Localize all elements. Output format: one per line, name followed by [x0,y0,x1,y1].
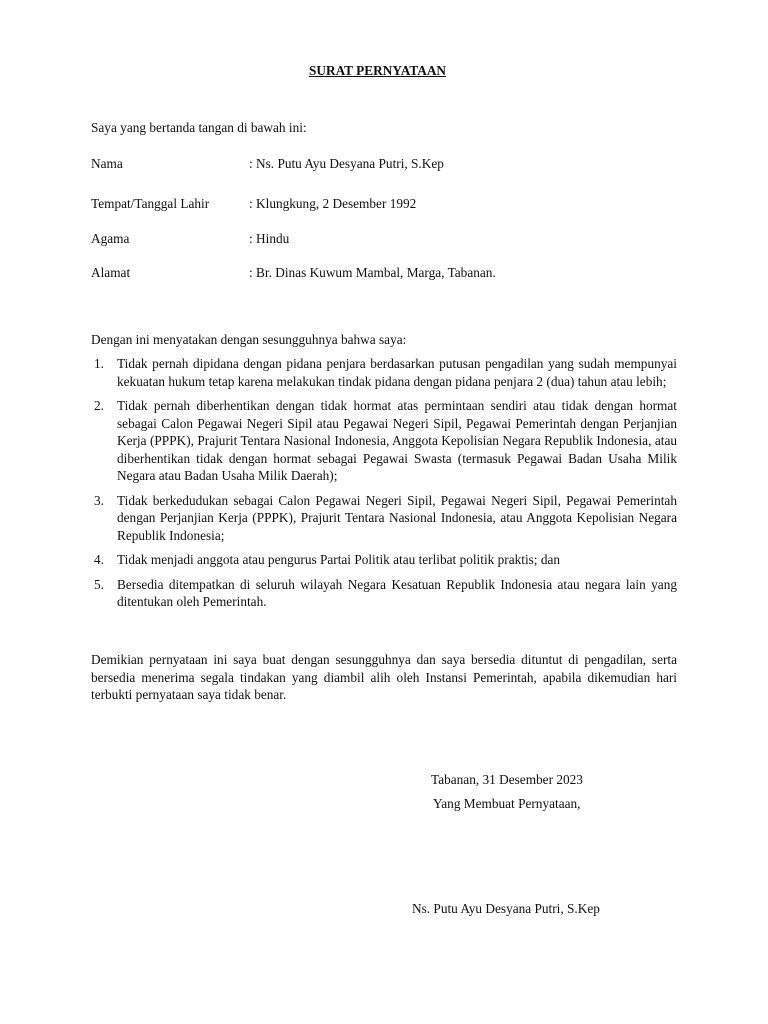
signature-name: Ns. Putu Ayu Desyana Putri, S.Kep [412,901,600,916]
statement-intro: Dengan ini menyatakan dengan sesungguhnya bahwa saya: [91,332,407,347]
closing-paragraph: Demikian pernyataan ini saya buat dengan sesungguhnya dan saya bersedia dituntut di pengadilan, serta bersedia menerima segala tindakan yang diambil alih oleh Instansi Pemerintah, apabila dikemudian hari terbukti pernyataan saya tidak benar. [91,652,677,702]
list-text: Tidak menjadi anggota atau pengurus Partai Politik atau terlibat politik praktis; dan [117,552,561,567]
list-item [91,397,677,485]
document-title: SURAT PERNYATAAN [308,63,447,78]
field-label: Alamat [91,265,131,280]
field-label: Agama [91,231,130,246]
intro-text: Saya yang bertanda tangan di bawah ini: [91,120,307,135]
list-item [91,492,677,545]
signature-place-date: Tabanan, 31 Desember 2023 [431,772,583,787]
list-number: 2. [94,398,104,413]
list-number: 4. [94,552,104,567]
statement-list [91,355,677,618]
field-value: : Br. Dinas Kuwum Mambal, Marga, Tabanan. [249,265,496,280]
list-text: Tidak pernah dipidana dengan pidana penjara berdasarkan putusan pengadilan yang sudah mempunyai kekuatan hukum tetap karena melakukan tindak pidana dengan pidana penjara 2 (dua) tahun atau lebih; [117,356,677,389]
list-text: Bersedia ditempatkan di seluruh wilayah Negara Kesatuan Republik Indonesia atau negara lain yang ditentukan oleh Pemerintah. [117,576,677,609]
list-number: 1. [94,356,104,371]
list-number: 3. [94,492,104,508]
list-text: Tidak berkedudukan sebagai Calon Pegawai Negeri Sipil, Pegawai Negeri Sipil, Pegawai Pemerintah dengan Perjanjian Kerja (PPPK), Prajurit Tentara Nasional Indonesia, atau Anggota Kepolisian Negara Republik Indonesia; [117,492,677,543]
list-number: 5. [94,576,104,592]
list-item [91,355,677,390]
list-text: Tidak pernah diberhentikan dengan tidak hormat atas permintaan sendiri atau tidak dengan hormat sebagai Calon Pegawai Negeri Sipil atau Pegawai Negeri Sipil, Pegawai Pemerintah dengan Perjanjian Kerja (PPPK), Prajurit Tentara Nasional Indonesia, Anggota Kepolisian Negara Republik Indonesia, atau diberhentikan tidak dengan hormat sebagai Pegawai Swasta (termasuk Pegawai Badan Usaha Milik Negara atau Badan Usaha Milik Daerah); [117,398,677,483]
field-value: : Hindu [249,231,290,246]
list-item [91,576,677,611]
field-label: Tempat/Tanggal Lahir [91,196,210,211]
field-value: : Ns. Putu Ayu Desyana Putri, S.Kep [249,156,444,171]
signature-maker-label: Yang Membuat Pernyataan, [433,796,581,811]
field-label: Nama [91,156,123,171]
list-item [91,551,677,569]
field-value: : Klungkung, 2 Desember 1992 [249,196,417,211]
